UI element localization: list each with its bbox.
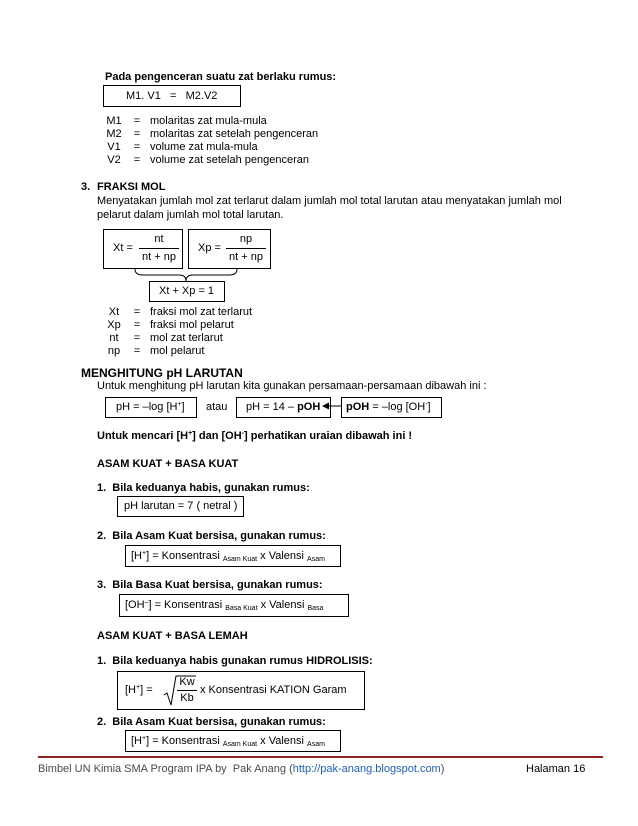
definition-equals: = xyxy=(133,305,141,318)
definition-description: volume zat setelah pengenceran xyxy=(150,153,309,166)
xp-denominator: nt + np xyxy=(229,251,263,263)
xt-label: Xt = xyxy=(113,242,133,254)
kl-item-2: 2. Bila Asam Kuat bersisa, gunakan rumus: xyxy=(97,716,326,728)
footer-link[interactable]: http://pak-anang.blogspot.com xyxy=(292,763,441,775)
fraksi-desc-line1: Menyatakan jumlah mol zat terlarut dalam jumlah mol total larutan atau menyatakan jumlah mol xyxy=(97,195,562,207)
definition-symbol: V1 xyxy=(107,140,121,153)
definition-description: volume zat mula-mula xyxy=(150,140,258,153)
fraksi-title: FRAKSI MOL xyxy=(97,181,166,193)
kl-fraction-denominator: Kb xyxy=(180,692,194,704)
ph-formula-3-box xyxy=(341,397,442,418)
footer-text: Bimbel UN Kimia SMA Program IPA by Pak Anang (http://pak-anang.blogspot.com) xyxy=(38,763,445,775)
definition-description: fraksi mol zat terlarut xyxy=(150,305,253,318)
definition-equals: = xyxy=(133,140,141,153)
xp-fraction-bar xyxy=(226,248,266,249)
kk-formula-1-box xyxy=(117,496,244,517)
fraksi-number: 3. xyxy=(81,181,91,193)
definition-description: mol zat terlarut xyxy=(150,331,223,344)
pengenceran-formula: M1. V1 = M2.V2 xyxy=(126,90,218,102)
definition-equals: = xyxy=(133,344,141,357)
ph-note: Untuk mencari [H+] dan [OH-] perhatikan uraian dibawah ini ! xyxy=(97,430,413,442)
xp-numerator: np xyxy=(239,233,253,245)
fraksi-sum-box xyxy=(149,281,225,302)
definition-equals: = xyxy=(133,318,141,331)
xt-denominator: nt + np xyxy=(142,251,176,263)
definition-row xyxy=(104,344,330,357)
definition-description: molaritas zat setelah pengenceran xyxy=(150,127,319,140)
ph-formula-3: pOH = –log [OH-] xyxy=(346,401,431,413)
fraksi-definitions xyxy=(104,305,330,357)
definition-row xyxy=(104,114,370,127)
kl-formula-1-lhs: [H+] = xyxy=(125,684,153,696)
kk-item-1: 1. Bila keduanya habis, gunakan rumus: xyxy=(97,482,310,494)
definition-row xyxy=(104,140,370,153)
ph-arrow-icon xyxy=(322,401,342,411)
definition-row xyxy=(104,331,330,344)
kk-formula-3: [OH–] = Konsentrasi $_{Basa Kuat}$ x Valensi $_{Basa}$ xyxy=(125,599,324,612)
page-number: Halaman 16 xyxy=(526,763,586,775)
kk-formula-2: [H+] = Konsentrasi $_{Asam Kuat}$ x Valensi $_{Asam}$ xyxy=(131,550,325,563)
fraksi-sum: Xt + Xp = 1 xyxy=(159,285,215,297)
kl-fraction-bar xyxy=(177,690,197,691)
xt-formula-box xyxy=(103,229,183,269)
definition-symbol: V2 xyxy=(107,153,121,166)
ph-atau: atau xyxy=(206,401,228,413)
definition-symbol: nt xyxy=(109,331,119,344)
pengenceran-heading: Pada pengenceran suatu zat berlaku rumus: xyxy=(105,71,337,83)
fraksi-desc-line2: pelarut dalam jumlah mol total larutan. xyxy=(97,209,284,221)
kk-formula-3-box xyxy=(119,594,349,617)
definition-equals: = xyxy=(133,331,141,344)
kk-item-3: 3. Bila Basa Kuat bersisa, gunakan rumus: xyxy=(97,579,323,591)
kl-item-1: 1. Bila keduanya habis gunakan rumus HIDROLISIS: xyxy=(97,655,373,667)
definition-row xyxy=(104,318,330,331)
kk-formula-2-box xyxy=(125,545,341,567)
definition-row xyxy=(104,127,370,140)
definition-description: mol pelarut xyxy=(150,344,205,357)
ph-formula-1: pH = –log [H+] xyxy=(116,401,185,413)
ph-formula-1-box xyxy=(105,397,197,418)
xp-formula-box xyxy=(188,229,271,269)
kl-title: ASAM KUAT + BASA LEMAH xyxy=(97,630,248,642)
definition-description: fraksi mol pelarut xyxy=(150,318,234,331)
ph-formula-2-box xyxy=(236,397,331,418)
kk-title: ASAM KUAT + BASA KUAT xyxy=(97,458,239,470)
kl-formula-2: [H+] = Konsentrasi $_{Asam Kuat}$ x Valensi $_{Asam}$ xyxy=(131,735,325,748)
xt-fraction xyxy=(139,233,179,265)
xt-fraction-bar xyxy=(139,248,179,249)
ph-intro: Untuk menghitung pH larutan kita gunakan persamaan-persamaan dibawah ini : xyxy=(97,380,487,392)
xt-numerator: nt xyxy=(154,233,164,245)
xp-fraction xyxy=(226,233,266,265)
kl-formula-1-rhs: x Konsentrasi KATION Garam xyxy=(200,684,347,696)
definition-symbol: Xp xyxy=(107,318,121,331)
pengenceran-formula-box xyxy=(103,85,241,107)
definition-equals: = xyxy=(133,153,141,166)
definition-symbol: np xyxy=(107,344,121,357)
definition-row xyxy=(104,153,370,166)
fraksi-brace xyxy=(133,268,239,282)
kl-formula-2-box xyxy=(125,730,341,752)
kk-formula-1: pH larutan = 7 ( netral ) xyxy=(124,500,238,512)
definition-equals: = xyxy=(133,114,141,127)
definition-symbol: M1 xyxy=(106,114,122,127)
definition-equals: = xyxy=(133,127,141,140)
ph-formula-2: pH = 14 – pOH xyxy=(246,401,321,413)
kl-formula-1-box xyxy=(117,671,365,710)
definition-description: molaritas zat mula-mula xyxy=(150,114,267,127)
kk-item-2: 2. Bila Asam Kuat bersisa, gunakan rumus: xyxy=(97,530,326,542)
kl-fraction-numerator: Kw xyxy=(179,676,195,688)
ph-title: MENGHITUNG pH LARUTAN xyxy=(81,366,243,380)
xp-label: Xp = xyxy=(198,242,221,254)
definition-symbol: M2 xyxy=(106,127,122,140)
definition-row xyxy=(104,305,330,318)
footer-rule xyxy=(38,756,603,758)
definition-symbol: Xt xyxy=(108,305,120,318)
pengenceran-definitions xyxy=(104,114,370,166)
